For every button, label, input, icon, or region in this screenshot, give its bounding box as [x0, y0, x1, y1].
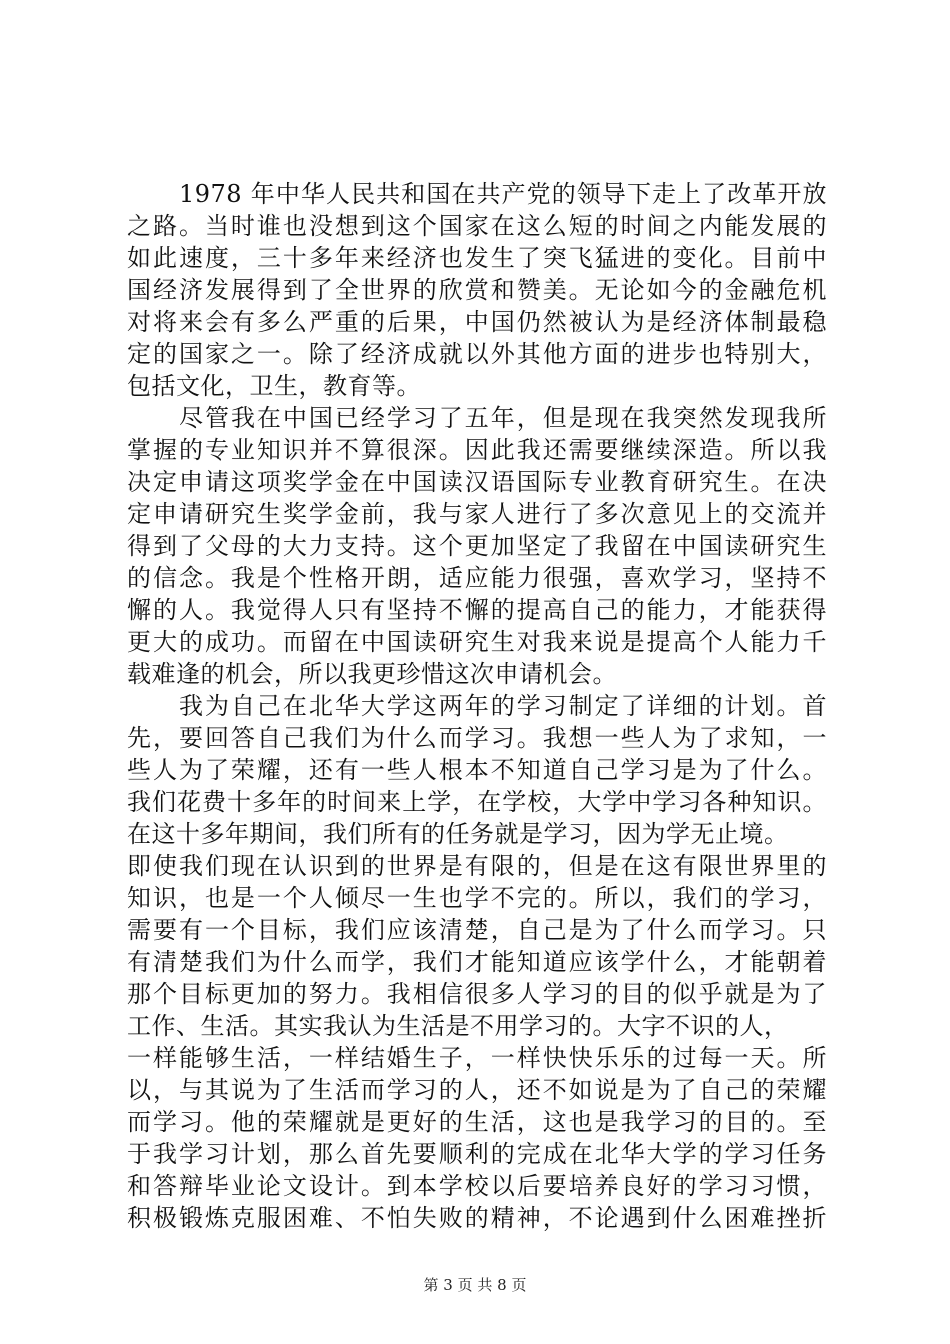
text-line: 如此速度，三十多年来经济也发生了突飞猛进的变化。目前中: [127, 244, 827, 272]
text-line: 决定申请这项奖学金在中国读汉语国际专业教育研究生。在决: [127, 468, 827, 496]
text-line: 以，与其说为了生活而学习的人，还不如说是为了自己的荣耀: [127, 1076, 827, 1104]
text-line: 1978 年中华人民共和国在共产党的领导下走上了改革开放: [179, 180, 827, 208]
text-line: 尽管我在中国已经学习了五年，但是现在我突然发现我所: [179, 404, 827, 432]
text-line: 得到了父母的大力支持。这个更加坚定了我留在中国读研究生: [127, 532, 827, 560]
text-line: 定申请研究生奖学金前，我与家人进行了多次意见上的交流并: [127, 500, 827, 528]
text-line: 有清楚我们为什么而学，我们才能知道应该学什么，才能朝着: [127, 948, 827, 976]
text-line: 我们花费十多年的时间来上学，在学校，大学中学习各种知识。: [127, 788, 827, 816]
text-line: 和答辩毕业论文设计。到本学校以后要培养良好的学习习惯，: [127, 1172, 827, 1200]
text-line: 而学习。他的荣耀就是更好的生活，这也是我学习的目的。至: [127, 1108, 827, 1136]
text-line: 之路。当时谁也没想到这个国家在这么短的时间之内能发展的: [127, 212, 827, 240]
text-line: 对将来会有多么严重的后果，中国仍然被认为是经济体制最稳: [127, 308, 827, 336]
text-line: 即使我们现在认识到的世界是有限的，但是在这有限世界里的: [127, 852, 827, 880]
text-line: 积极锻炼克服困难、不怕失败的精神，不论遇到什么困难挫折: [127, 1204, 827, 1232]
text-line: 懈的人。我觉得人只有坚持不懈的提高自己的能力，才能获得: [127, 596, 827, 624]
text-line: 于我学习计划，那么首先要顺利的完成在北华大学的学习任务: [127, 1140, 827, 1168]
text-line: 工作、生活。其实我认为生活是不用学习的。大字不识的人，: [127, 1012, 789, 1040]
text-line: 包括文化，卫生，教育等。: [127, 372, 421, 400]
text-line: 知识，也是一个人倾尽一生也学不完的。所以，我们的学习，: [127, 884, 827, 912]
text-line: 一样能够生活，一样结婚生子，一样快快乐乐的过每一天。所: [127, 1044, 827, 1072]
text-line: 先，要回答自己我们为什么而学习。我想一些人为了求知，一: [127, 724, 827, 752]
text-line: 掌握的专业知识并不算很深。因此我还需要继续深造。所以我: [127, 436, 827, 464]
text-line: 那个目标更加的努力。我相信很多人学习的目的似乎就是为了: [127, 980, 827, 1008]
text-line: 国经济发展得到了全世界的欣赏和赞美。无论如今的金融危机: [127, 276, 827, 304]
text-line: 定的国家之一。除了经济成就以外其他方面的进步也特别大，: [127, 340, 827, 368]
document-body: [127, 178, 827, 1234]
text-line: 我为自己在北华大学这两年的学习制定了详细的计划。首: [179, 692, 827, 720]
page-number-footer: 第 3 页 共 8 页: [423, 1276, 527, 1294]
text-line: 载难逢的机会，所以我更珍惜这次申请机会。: [127, 660, 617, 688]
text-line: 的信念。我是个性格开朗，适应能力很强，喜欢学习，坚持不: [127, 564, 827, 592]
text-line: 需要有一个目标，我们应该清楚，自己是为了什么而学习。只: [127, 916, 827, 944]
text-line: 更大的成功。而留在中国读研究生对我来说是提高个人能力千: [127, 628, 827, 656]
text-line: 在这十多年期间，我们所有的任务就是学习，因为学无止境。: [127, 820, 789, 848]
text-line: 些人为了荣耀，还有一些人根本不知道自己学习是为了什么。: [127, 756, 827, 784]
